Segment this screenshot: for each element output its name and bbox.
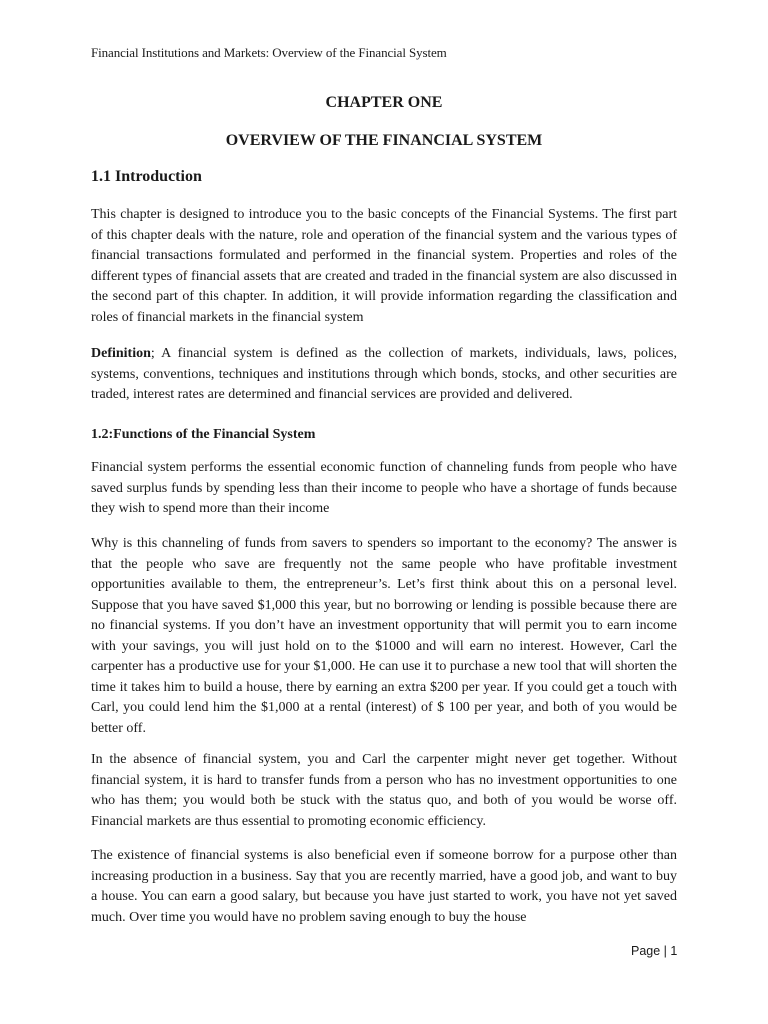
chapter-title: CHAPTER ONE <box>325 94 443 111</box>
chapter-subtitle: OVERVIEW OF THE FINANCIAL SYSTEM <box>225 132 543 149</box>
functions-paragraph-2: Why is this channeling of funds from savers to spenders so important to the economy? The answer is that the people who save are frequently not the same people who have profitable investment opportunities available to them, the entrepreneur’s. Let’s first think about this on a personal level. Suppose that you have saved $1,000 this year, but no borrowing or lending is possible because there are no financial systems. If you don’t have an investment opportunity that will permit you to earn income with your savings, you will just hold on to the $1000 and will earn no interest. However, Carl the carpenter has a productive use for your $1,000. He can use it to purchase a new tool that will shorten the time it takes him to build a house, there by earning an extra $200 per year. If you could get a touch with Carl, you could lend him the $1,000 at a rental (interest) of $ 100 per year, and both of you would be better off. <box>91 536 677 736</box>
section-heading-introduction: 1.1 Introduction <box>91 168 202 185</box>
functions-paragraph-1: Financial system performs the essential economic function of channeling funds from people who have saved surplus funds by spending less than their income to people who have a shortage of funds because they wish to spend more than their income <box>91 460 677 516</box>
running-header: Financial Institutions and Markets: Overview of the Financial System <box>91 45 447 60</box>
definition-paragraph <box>91 344 677 406</box>
intro-paragraph: This chapter is designed to introduce you to the basic concepts of the Financial Systems. The first part of this chapter deals with the nature, role and operation of the financial system and the various types of financial transactions formulated and performed in the financial system. Properties and roles of the different types of financial assets that are created and traded in the financial system are also discussed in the second part of this chapter. In addition, it will provide information regarding the classification and roles of financial markets in the financial system <box>91 207 677 325</box>
section-heading-functions: 1.2:Functions of the Financial System <box>91 427 316 442</box>
definition-text: ; A financial system is defined as the collection of markets, individuals, laws, polices, systems, conventions, techniques and institutions through which bonds, stocks, and other securities are traded, interest rates are determined and financial services are provided and delivered. <box>91 346 677 402</box>
definition-label: Definition <box>91 346 151 361</box>
functions-paragraph-4: The existence of financial systems is also beneficial even if someone borrow for a purpose other than increasing production in a business. Say that you are recently married, have a good job, and want to buy a house. You can earn a good salary, but because you have just started to work, you have not yet saved much. Over time you would have no problem saving enough to buy the house <box>91 848 677 925</box>
page-number: Page | 1 <box>631 944 678 958</box>
functions-paragraph-3: In the absence of financial system, you and Carl the carpenter might never get together. Without financial system, it is hard to transfer funds from a person who has no investment opportunities to one who has them; you would both be stuck with the status quo, and both of you would be worse off. Financial markets are thus essential to promoting economic efficiency. <box>91 752 677 829</box>
